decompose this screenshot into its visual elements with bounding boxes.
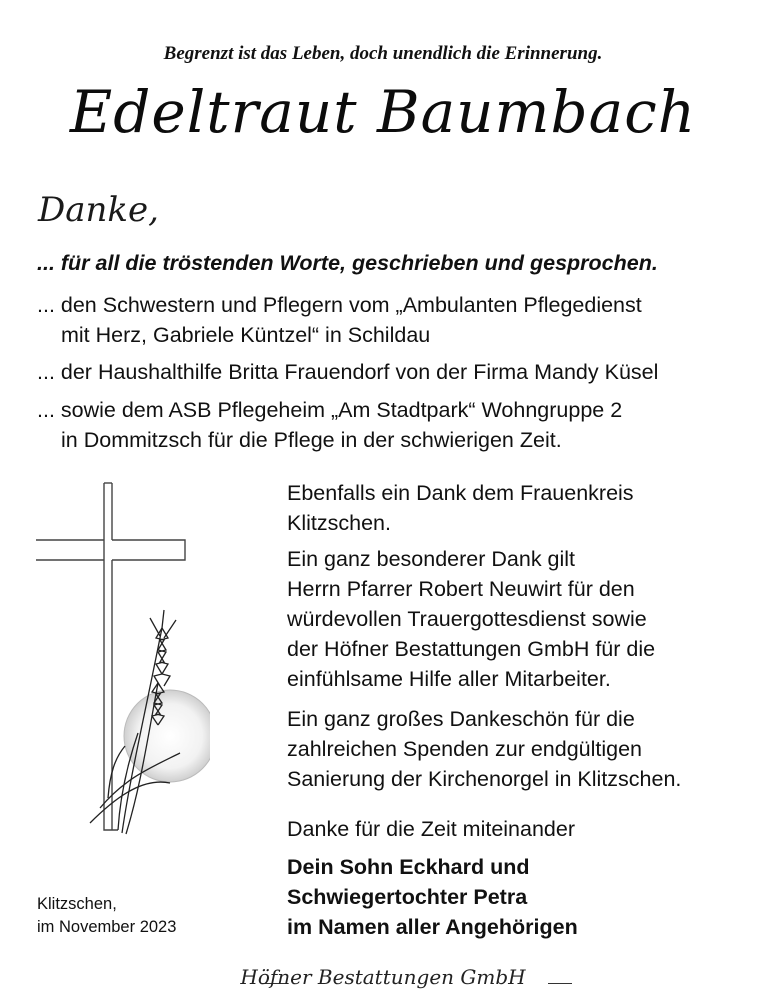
deceased-name: Edeltraut Baumbach: [69, 78, 697, 146]
thanks-line-text: ... der Haushalthilfe Britta Frauendorf von der Firma Mandy Küsel: [37, 360, 659, 384]
paragraph-special-thanks: [287, 544, 757, 694]
text-line: Herrn Pfarrer Robert Neuwirt für den: [287, 577, 635, 601]
place-date-text: im November 2023: [37, 918, 177, 936]
text-line: Ein ganz besonderer Dank gilt: [287, 547, 576, 571]
text-line: würdevollen Trauergottesdienst sowie: [287, 607, 647, 631]
signature-line: im Namen aller Angehörigen: [287, 915, 578, 939]
paragraph-frauenkreis: [287, 478, 757, 538]
text-line: Ebenfalls ein Dank dem Frauenkreis: [287, 481, 634, 505]
thanks-heading: Danke,: [38, 190, 159, 230]
place-city: Klitzschen,: [37, 895, 117, 913]
thanks-line-text: ... den Schwestern und Pflegern vom „Ambulanten Pflegedienst: [37, 293, 642, 317]
signature-block: [287, 852, 757, 942]
thanks-line: [37, 248, 658, 278]
thanks-line: [37, 290, 642, 350]
text-line: einfühlsame Hilfe aller Mitarbeiter.: [287, 667, 611, 691]
place-date: [37, 893, 176, 939]
thanks-line: [37, 357, 658, 387]
text-line: der Höfner Bestattungen GmbH für die: [287, 637, 656, 661]
footer-company: Höfner Bestattungen GmbH: [240, 965, 526, 989]
signature-line: Dein Sohn Eckhard und: [287, 855, 530, 879]
text-line: Sanierung der Kirchenorgel in Klitzschen.: [287, 767, 682, 791]
thanks-line-text: ... sowie dem ASB Pflegeheim „Am Stadtpark“ Wohngruppe 2: [37, 398, 623, 422]
thanks-line-continuation: in Dommitzsch für die Pflege in der schwierigen Zeit.: [61, 428, 562, 452]
thanks-line-continuation: mit Herz, Gabriele Küntzel“ in Schildau: [61, 323, 431, 347]
text-line: Danke für die Zeit miteinander: [287, 817, 576, 841]
paragraph-donations: [287, 704, 757, 794]
signature-line: Schwiegertochter Petra: [287, 885, 528, 909]
cross-with-wheat-icon: [30, 478, 210, 868]
text-line: Klitzschen.: [287, 511, 391, 535]
text-line: zahlreichen Spenden zur endgültigen: [287, 737, 643, 761]
text-line: Ein ganz großes Dankeschön für die: [287, 707, 635, 731]
motto: Begrenzt ist das Leben, doch unendlich die Erinnerung.: [163, 43, 603, 64]
thanks-line: [37, 395, 622, 455]
closing-line: [287, 814, 757, 844]
thanks-line-text: ... für all die tröstenden Worte, geschrieben und gesprochen.: [37, 251, 658, 275]
